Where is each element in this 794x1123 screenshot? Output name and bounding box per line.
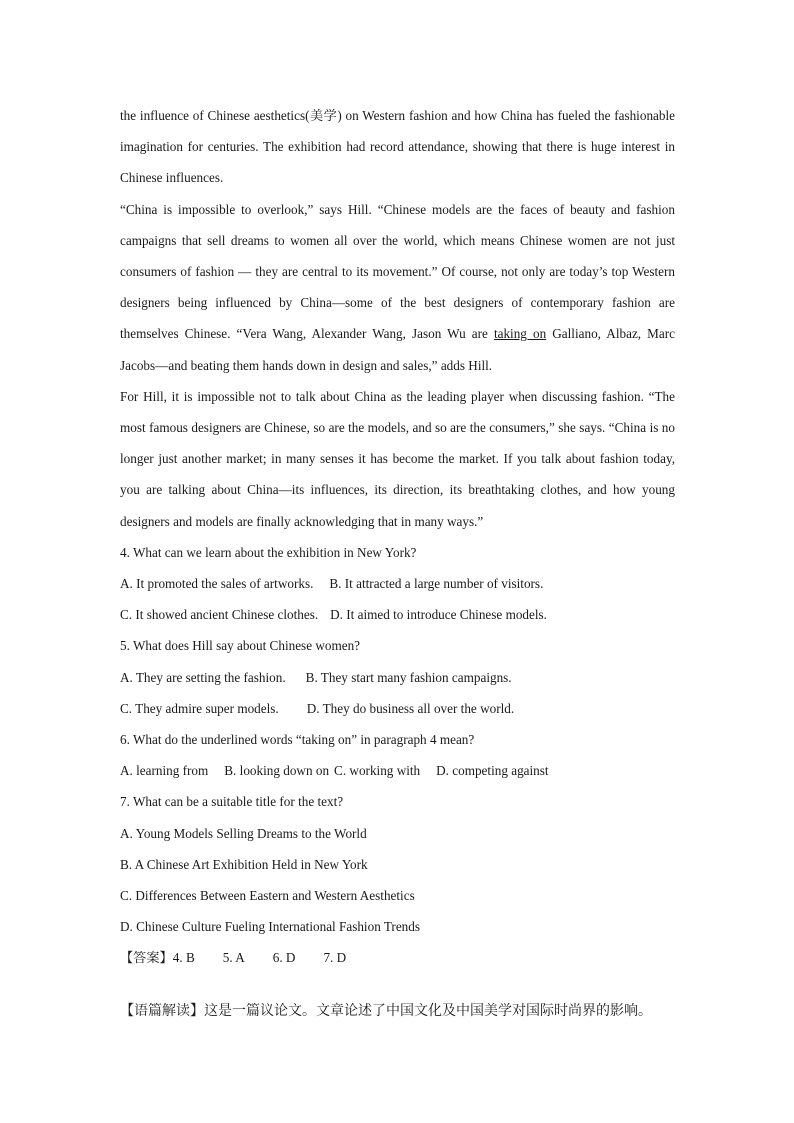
question-5-stem: 5. What does Hill say about Chinese women? xyxy=(120,638,361,654)
question-5-option-c: C. They admire super models. xyxy=(120,700,279,716)
question-5-option-a: A. They are setting the fashion. xyxy=(120,669,286,685)
question-4-options-row-2 xyxy=(120,599,675,630)
question-4-option-d: D. It aimed to introduce Chinese models. xyxy=(330,607,547,623)
answer-label: 【答案】 xyxy=(120,950,173,966)
question-7-option-d: D. Chinese Culture Fueling International Fashion Trends xyxy=(120,919,420,935)
question-4-options-row-1 xyxy=(120,568,675,599)
answer-item: 7. D xyxy=(323,950,347,966)
question-7-option-c: C. Differences Between Eastern and Western Aesthetics xyxy=(120,888,415,904)
discourse-analysis: 【语篇解读】这是一篇议论文。文章论述了中国文化及中国美学对国际时尚界的影响。 xyxy=(120,1002,652,1019)
question-6-option-a: A. learning from xyxy=(120,763,209,779)
question-4-option-b: B. It attracted a large number of visitors. xyxy=(329,576,544,592)
question-4-option-c: C. It showed ancient Chinese clothes. xyxy=(120,607,319,623)
question-5-option-d: D. They do business all over the world. xyxy=(306,700,515,716)
answer-item: 6. D xyxy=(272,950,296,966)
question-4-stem: 4. What can we learn about the exhibition in New York? xyxy=(120,544,417,560)
answer-key xyxy=(120,942,675,973)
question-7-option-a: A. Young Models Selling Dreams to the World xyxy=(120,825,367,841)
question-6-stem: 6. What do the underlined words “taking on” in paragraph 4 mean? xyxy=(120,732,475,748)
question-6-option-b: B. looking down on xyxy=(224,763,330,779)
passage-paragraph-3: For Hill, it is impossible not to talk about China as the leading player when discussing fashion. “The most famous designers are Chinese, so are the models, and so are the consumers,” she says. “China is no longer just another market; in many senses it has become the market. If you talk about fashion today, you are talking about China—its influences, its direction, its breathtaking clothes, and how young designers and models are finally acknowledging that in many ways.” xyxy=(120,388,675,529)
passage-paragraph-2-text-a: “China is impossible to overlook,” says Hill. “Chinese models are the faces of beauty and fashion campaigns that sell dreams to women all over the world, which means Chinese women are not just consumers of fashion — they are central to its movement.” Of course, not only are today’s top Western designers being influenced by China—some of the best designers of contemporary fashion are themselves Chinese. “Vera Wang, Alexander Wang, Jason Wu are xyxy=(120,201,675,342)
passage-paragraph-2-text-b: Galliano, Albaz, Marc Jacobs—and beating them hands down in design and sales,” adds Hill. xyxy=(120,326,675,373)
question-6-option-d: D. competing against xyxy=(436,763,549,779)
question-7-option-b: B. A Chinese Art Exhibition Held in New York xyxy=(120,856,368,872)
document-page xyxy=(120,100,675,1023)
passage-paragraph-2 xyxy=(120,194,675,381)
question-6-options-row-1 xyxy=(120,755,675,786)
question-4-option-a: A. It promoted the sales of artworks. xyxy=(120,576,314,592)
answer-item: 4. B xyxy=(172,950,195,966)
question-6-option-c: C. working with xyxy=(334,763,421,779)
question-7-stem: 7. What can be a suitable title for the text? xyxy=(120,794,344,810)
underlined-phrase: taking on xyxy=(493,326,547,342)
question-5-options-row-1 xyxy=(120,662,675,693)
passage-paragraph-1: the influence of Chinese aesthetics(美学) on Western fashion and how China has fueled the fashionable imagination for centuries. The exhibition had record attendance, showing that there is huge interest in Chinese influences. xyxy=(120,108,675,186)
answer-item: 5. A xyxy=(222,950,245,966)
question-5-option-b: B. They start many fashion campaigns. xyxy=(305,669,512,685)
question-5-options-row-2 xyxy=(120,693,675,724)
